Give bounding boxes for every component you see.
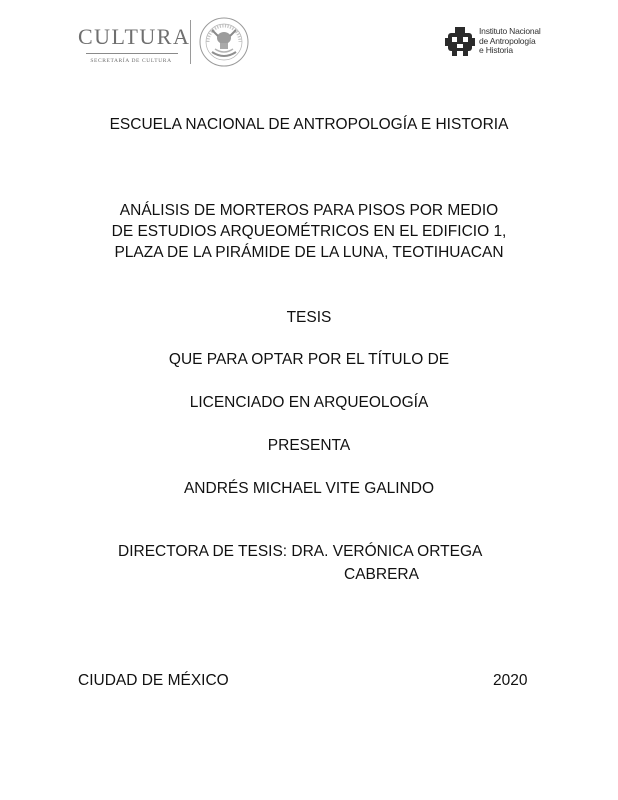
inah-line: e Historia xyxy=(479,45,513,55)
cultura-logo xyxy=(78,16,250,68)
cultura-rule xyxy=(86,53,178,54)
cultura-wordmark: CULTURA xyxy=(78,24,191,49)
thesis-title-line: PLAZA DE LA PIRÁMIDE DE LA LUNA, TEOTIHUACAN xyxy=(114,244,504,261)
inah-glyph-icon xyxy=(444,26,476,58)
logo-divider xyxy=(190,20,191,64)
advisor-line: DIRECTORA DE TESIS: DRA. VERÓNICA ORTEGA xyxy=(118,543,483,560)
year: 2020 xyxy=(493,672,528,689)
author-name: ANDRÉS MICHAEL VITE GALINDO xyxy=(183,480,435,497)
document-type: TESIS xyxy=(286,309,332,326)
purpose-line: QUE PARA OPTAR POR EL TÍTULO DE xyxy=(168,351,450,368)
mexico-coat-of-arms-icon xyxy=(198,16,250,68)
thesis-title xyxy=(0,200,618,263)
city: CIUDAD DE MÉXICO xyxy=(78,672,229,689)
advisor-line-continued: CABRERA xyxy=(344,566,419,583)
inah-line: Instituto Nacional xyxy=(479,26,541,36)
thesis-title-line: ANÁLISIS DE MORTEROS PARA PISOS POR MEDIO xyxy=(119,202,499,219)
inah-logo xyxy=(444,26,554,62)
presents-line: PRESENTA xyxy=(267,437,351,454)
cultura-subtitle: SECRETARÍA DE CULTURA xyxy=(90,58,172,64)
school-name: ESCUELA NACIONAL DE ANTROPOLOGÍA E HISTORIA xyxy=(109,116,509,133)
inah-line: de Antropología xyxy=(479,35,536,46)
degree-line: LICENCIADO EN ARQUEOLOGÍA xyxy=(189,394,429,411)
thesis-title-line: DE ESTUDIOS ARQUEOMÉTRICOS EN EL EDIFICIO 1, xyxy=(111,223,507,240)
inah-name xyxy=(479,27,541,56)
